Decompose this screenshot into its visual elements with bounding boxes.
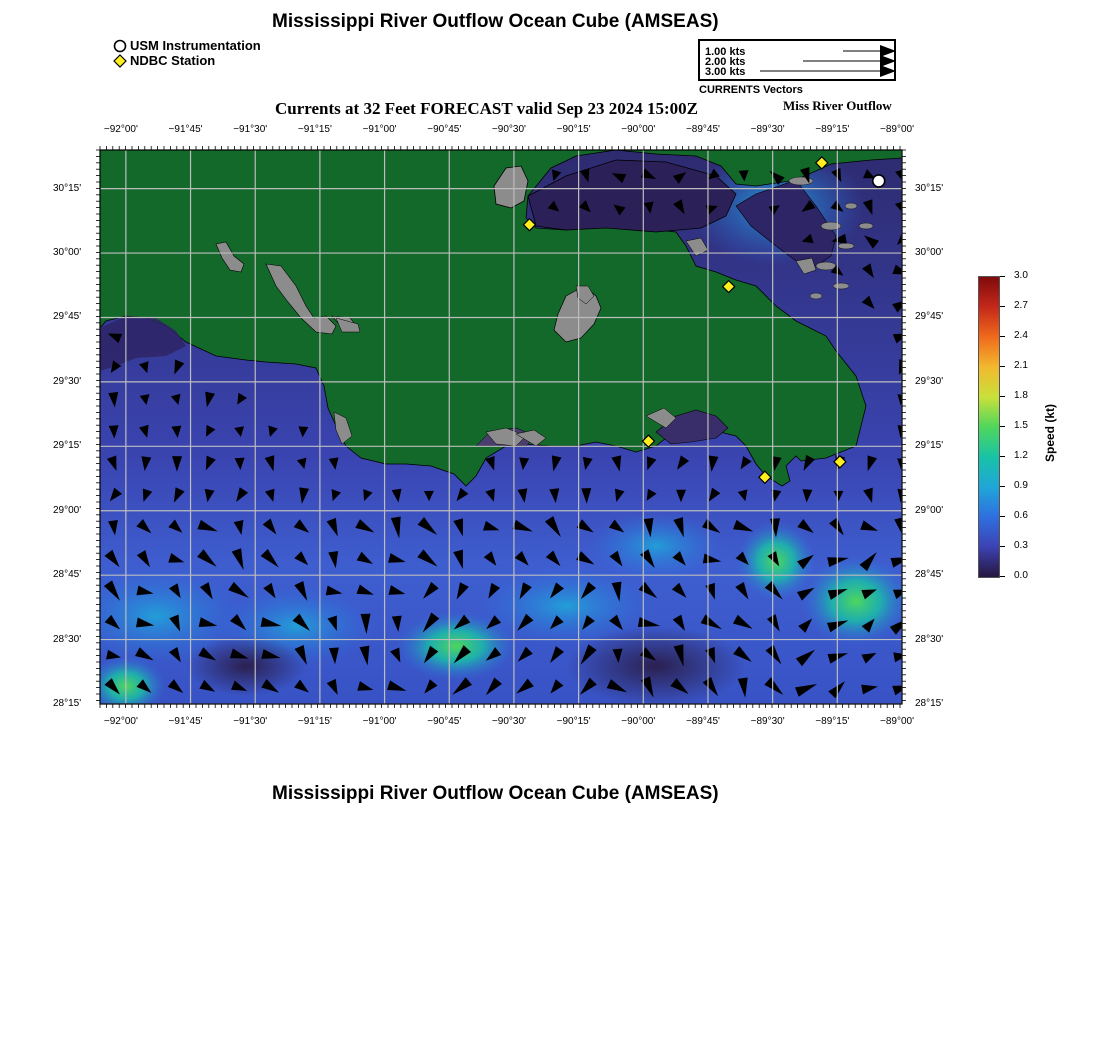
colorbar-tick-label: 0.9 [1014, 480, 1028, 491]
vector-legend-3kt: 3.00 kts [705, 66, 746, 78]
lat-label-left: 30°15' [53, 182, 82, 194]
vector-arrow-3kt-icon [880, 65, 896, 77]
lon-label-top: −89°15' [815, 124, 850, 135]
lat-label-right: 29°00' [915, 504, 944, 516]
lat-label-left: 29°30' [53, 375, 82, 387]
lon-label-bottom: −90°15' [556, 716, 591, 727]
lat-label-left: 28°15' [53, 698, 82, 709]
colorbar-tick-mark [1000, 366, 1005, 367]
current-speed-patch [586, 511, 726, 581]
speed-colorbar-fill [979, 277, 999, 577]
lon-label-top: −90°15' [556, 124, 591, 135]
lat-label-right: 28°30' [915, 633, 944, 645]
lat-label-right: 30°15' [915, 182, 944, 194]
lon-label-top: −89°30' [750, 124, 785, 135]
lon-label-top: −91°15' [297, 124, 332, 135]
colorbar-tick-mark [1000, 306, 1005, 307]
vector-legend-1kt: 1.00 kts [705, 46, 746, 58]
map-title: Mississippi River Outflow Ocean Cube (AMSEAS) [272, 11, 719, 32]
vector-legend-2kt: 2.00 kts [705, 56, 746, 68]
usm-instrumentation-icon [113, 39, 127, 53]
colorbar-tick-mark [1000, 336, 1005, 337]
lon-label-bottom: −91°30' [233, 716, 268, 727]
lon-label-bottom: −90°30' [491, 716, 526, 727]
lon-label-bottom: −90°45' [427, 716, 462, 727]
colorbar-tick-mark [1000, 516, 1005, 517]
usm-legend-entry [113, 38, 261, 53]
ndbc-station-icon [113, 54, 127, 68]
colorbar-tick-mark [1000, 456, 1005, 457]
lat-label-right: 29°45' [915, 311, 944, 323]
colorbar-tick-label: 2.4 [1014, 330, 1028, 341]
ocean-current-map [96, 146, 906, 708]
lon-label-top: −92°00' [103, 124, 138, 135]
colorbar-tick-label: 1.2 [1014, 450, 1028, 461]
outflow-label: Miss River Outflow [783, 98, 892, 113]
current-speed-patch [566, 626, 746, 706]
lon-label-top: −89°00' [880, 124, 914, 135]
lon-label-top: −91°30' [233, 124, 268, 135]
colorbar-tick-label: 0.0 [1014, 570, 1028, 581]
lon-label-bottom: −91°15' [297, 716, 332, 727]
lon-label-bottom: −92°00' [103, 716, 138, 727]
colorbar-tick-mark [1000, 546, 1005, 547]
lat-label-left: 30°00' [53, 247, 82, 259]
colorbar-tick-mark [1000, 486, 1005, 487]
ndbc-legend-label: NDBC Station [130, 53, 216, 68]
speed-colorbar-title: Speed (kt) [1043, 403, 1057, 462]
lat-label-right: 28°15' [915, 698, 944, 709]
vector-legend-arrows [700, 41, 896, 81]
colorbar-tick-label: 0.3 [1014, 540, 1028, 551]
lon-label-bottom: −91°00' [362, 716, 397, 727]
lon-label-bottom: −91°45' [168, 716, 203, 727]
lon-label-top: −90°45' [427, 124, 462, 135]
lat-label-right: 29°30' [915, 375, 944, 387]
vector-arrow-2kt-icon [880, 55, 896, 67]
colorbar-tick-mark [1000, 396, 1005, 397]
lon-label-bottom: −90°00' [621, 716, 656, 727]
colorbar-tick-label: 2.7 [1014, 300, 1028, 311]
colorbar-tick-label: 1.5 [1014, 420, 1028, 431]
usm-instrumentation-marker [873, 175, 885, 187]
colorbar-tick-label: 1.8 [1014, 390, 1028, 401]
usm-legend-label: USM Instrumentation [130, 38, 261, 53]
lon-label-top: −90°30' [491, 124, 526, 135]
colorbar-tick-label: 0.6 [1014, 510, 1028, 521]
colorbar-tick-label: 2.1 [1014, 360, 1028, 371]
lon-label-bottom: −89°15' [815, 716, 850, 727]
lat-label-left: 29°00' [53, 504, 82, 516]
vector-legend-caption: CURRENTS Vectors [699, 84, 803, 96]
map-title-bottom: Mississippi River Outflow Ocean Cube (AMSEAS) [272, 783, 719, 804]
lon-label-top: −89°45' [685, 124, 720, 135]
colorbar-tick-label: 3.0 [1014, 270, 1028, 281]
colorbar-tick-mark [1000, 576, 1005, 577]
lat-label-left: 28°30' [53, 633, 82, 645]
current-speed-patch [801, 556, 906, 646]
vector-arrow-1kt-icon [880, 45, 896, 57]
lon-label-top: −91°00' [362, 124, 397, 135]
lon-label-bottom: −89°00' [880, 716, 914, 727]
lon-label-bottom: −89°30' [750, 716, 785, 727]
ndbc-legend-entry [113, 53, 215, 68]
forecast-subtitle: Currents at 32 Feet FORECAST valid Sep 23 2024 15:00Z [275, 99, 698, 118]
speed-colorbar [978, 276, 1000, 578]
lon-label-bottom: −89°45' [685, 716, 720, 727]
lat-label-right: 29°15' [915, 440, 944, 452]
lat-label-left: 29°15' [53, 440, 82, 452]
lat-label-left: 29°45' [53, 311, 82, 323]
lat-label-right: 28°45' [915, 569, 944, 581]
vector-legend-box [698, 39, 896, 81]
lat-label-right: 30°00' [915, 247, 944, 259]
lat-label-left: 28°45' [53, 569, 82, 581]
colorbar-tick-mark [1000, 276, 1005, 277]
colorbar-tick-mark [1000, 426, 1005, 427]
lon-label-top: −91°45' [168, 124, 203, 135]
lon-label-top: −90°00' [621, 124, 656, 135]
